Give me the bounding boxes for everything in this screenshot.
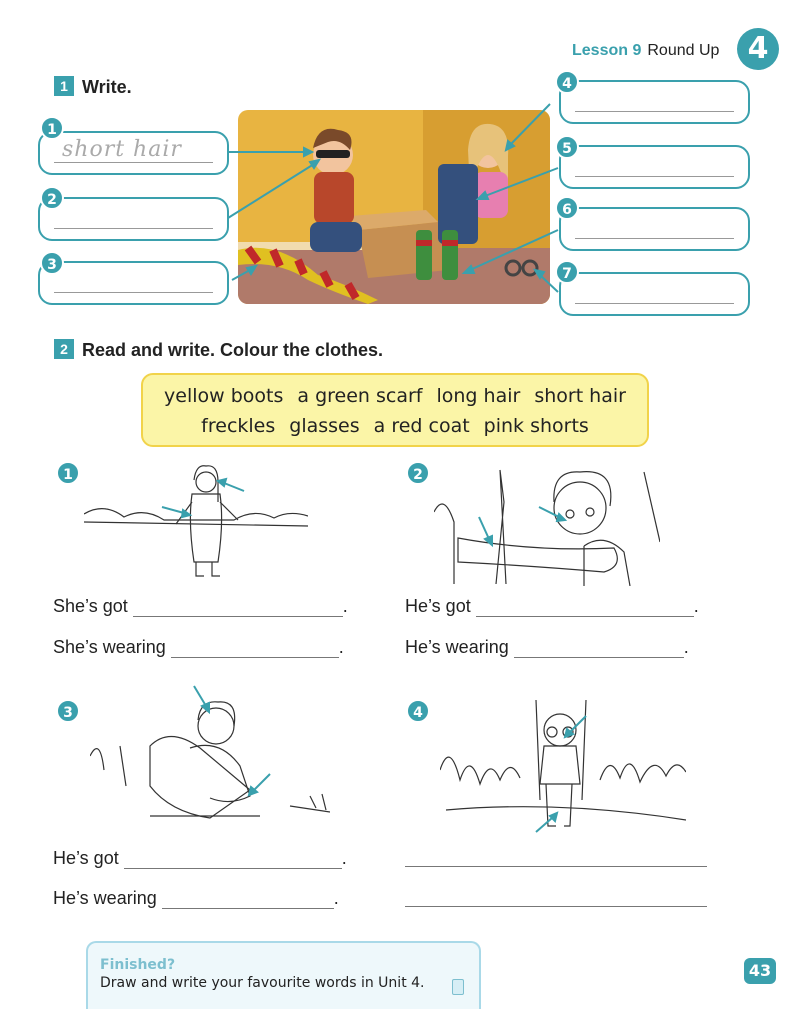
section1-title: Write. bbox=[82, 77, 132, 97]
answer-box-4[interactable] bbox=[559, 80, 750, 124]
word: short hair bbox=[534, 385, 626, 407]
sentence-3a: He’s got . bbox=[53, 848, 347, 868]
sentence-prompt: She’s wearing bbox=[53, 637, 166, 657]
example-answer: short hair bbox=[62, 137, 182, 162]
word-bank bbox=[141, 373, 649, 447]
item-number-6: 6 bbox=[555, 196, 579, 220]
answer-line-4a[interactable] bbox=[405, 866, 707, 867]
lesson-title: Round Up bbox=[647, 42, 720, 59]
finished-body bbox=[100, 975, 467, 991]
word: pink shorts bbox=[483, 415, 589, 437]
word: yellow boots bbox=[164, 385, 284, 407]
answer-line bbox=[54, 292, 213, 293]
word: long hair bbox=[436, 385, 521, 407]
exercise-number-4: 4 bbox=[406, 699, 430, 723]
answer-blank[interactable] bbox=[476, 599, 694, 617]
sentence-prompt: He’s got bbox=[405, 596, 471, 616]
word: freckles bbox=[201, 415, 276, 437]
sentence-1a: She’s got . bbox=[53, 596, 348, 616]
answer-box-1[interactable] bbox=[38, 131, 229, 175]
word-bank-row-2 bbox=[143, 411, 647, 441]
item3-arrows bbox=[188, 682, 278, 802]
sentence-3b: He’s wearing . bbox=[53, 888, 339, 908]
item4-arrows bbox=[530, 712, 600, 842]
answer-line bbox=[575, 238, 734, 239]
answer-blank[interactable] bbox=[124, 851, 342, 869]
exercise-number-2: 2 bbox=[406, 461, 430, 485]
exercise-number-1: 1 bbox=[56, 461, 80, 485]
section2-heading bbox=[54, 339, 383, 361]
answer-box-7[interactable] bbox=[559, 272, 750, 316]
answer-line bbox=[54, 228, 213, 229]
finished-text: Draw and write your favourite words in Unit 4. bbox=[100, 975, 425, 991]
exercise-number-3: 3 bbox=[56, 699, 80, 723]
answer-line bbox=[575, 111, 734, 112]
sentence-prompt: He’s wearing bbox=[405, 637, 509, 657]
answer-line bbox=[575, 176, 734, 177]
item-number-5: 5 bbox=[555, 135, 579, 159]
sentence-prompt: She’s got bbox=[53, 596, 128, 616]
word: a green scarf bbox=[297, 385, 423, 407]
answer-box-6[interactable] bbox=[559, 207, 750, 251]
answer-line bbox=[54, 162, 213, 163]
finished-box bbox=[86, 941, 481, 1009]
answer-blank[interactable] bbox=[162, 891, 334, 909]
section2-title: Read and write. Colour the clothes. bbox=[82, 340, 384, 360]
section1-number: 1 bbox=[54, 76, 74, 96]
item-number-3: 3 bbox=[40, 251, 64, 275]
answer-blank[interactable] bbox=[171, 640, 339, 658]
sentence-2b: He’s wearing . bbox=[405, 637, 689, 657]
notebook-icon bbox=[452, 979, 464, 995]
item-number-4: 4 bbox=[555, 70, 579, 94]
answer-line-4b[interactable] bbox=[405, 906, 707, 907]
item2-arrows bbox=[475, 505, 575, 550]
unit-badge: 4 bbox=[737, 28, 779, 70]
sentence-1b: She’s wearing . bbox=[53, 637, 344, 657]
item-number-2: 2 bbox=[40, 186, 64, 210]
answer-box-2[interactable] bbox=[38, 197, 229, 241]
sentence-prompt: He’s got bbox=[53, 848, 119, 868]
answer-box-5[interactable] bbox=[559, 145, 750, 189]
finished-title: Finished? bbox=[100, 957, 176, 973]
word: a red coat bbox=[373, 415, 470, 437]
answer-blank[interactable] bbox=[133, 599, 343, 617]
lesson-number: Lesson 9 bbox=[572, 42, 642, 59]
item1-arrows bbox=[160, 475, 250, 525]
sentence-2a: He’s got . bbox=[405, 596, 699, 616]
answer-blank[interactable] bbox=[514, 640, 684, 658]
answer-line bbox=[575, 303, 734, 304]
item-number-1: 1 bbox=[40, 116, 64, 140]
item-number-7: 7 bbox=[555, 260, 579, 284]
page-number: 43 bbox=[744, 958, 776, 984]
answer-box-3[interactable] bbox=[38, 261, 229, 305]
word-bank-row-1 bbox=[143, 381, 647, 411]
sentence-prompt: He’s wearing bbox=[53, 888, 157, 908]
word: glasses bbox=[289, 415, 360, 437]
section2-number: 2 bbox=[54, 339, 74, 359]
